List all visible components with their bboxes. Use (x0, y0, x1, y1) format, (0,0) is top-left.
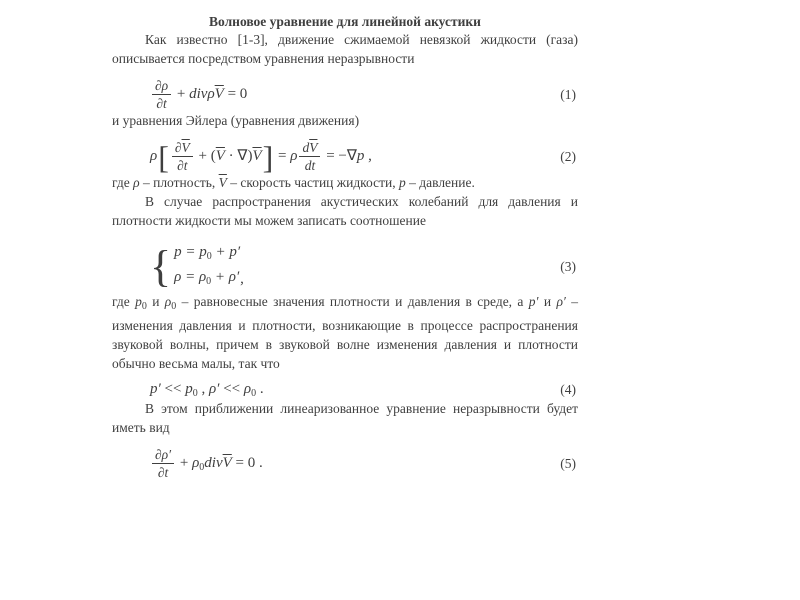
math-p-prime: p′ (528, 294, 539, 309)
fraction-denominator: ∂t (156, 96, 167, 111)
fraction-dV-dt (172, 140, 193, 173)
fraction-numerator: ∂ρ′ (152, 447, 174, 464)
math-V-bar: $\overline{V}$ (252, 147, 262, 164)
math-V-bar: $\overline{V}$ (309, 140, 318, 155)
text-segment: – давление. (405, 175, 475, 190)
subscript-zero: 0 (171, 301, 177, 312)
text-segment: и (146, 294, 165, 309)
plus-paren: + ( (194, 147, 216, 164)
fraction-dV-dt-total (299, 140, 320, 173)
equals-zero: = 0 (223, 85, 248, 102)
system-line-density (174, 267, 240, 292)
math-rho: ρ (150, 147, 158, 164)
math-rho0: ρ (192, 454, 200, 471)
much-less-than: << (219, 381, 244, 397)
subscript-zero: 0 (206, 276, 212, 287)
plus-sign: + (173, 85, 190, 102)
paragraph-euler-intro: и уравнения Эйлера (уравнения движения) (112, 113, 360, 128)
text-segment: и (538, 294, 557, 309)
math-p0: p (135, 294, 142, 309)
equation-5-body (112, 447, 263, 480)
math-rho: ρ (133, 175, 140, 190)
div-operator: div (189, 85, 208, 102)
system-brace: { (150, 242, 172, 291)
fraction-denominator: dt (304, 158, 316, 173)
where-density-line (112, 173, 578, 192)
subscript-zero: 0 (141, 301, 147, 312)
fraction-numerator (172, 140, 193, 157)
d-sign: d (302, 140, 310, 155)
paragraph-equilibrium-where (112, 292, 578, 373)
equation-3-body (112, 242, 244, 292)
left-bracket: [ (158, 138, 169, 175)
equals-sign: = (274, 147, 291, 164)
math-V-bar: $\overline{V}$ (181, 140, 190, 155)
fraction-denominator: ∂t (177, 158, 188, 173)
text-segment: – скорость частиц жидкости, (226, 175, 400, 190)
page-title: Волновое уравнение для линейной акустики (209, 14, 481, 29)
comma-separator: , (197, 381, 209, 397)
equation-4 (112, 381, 578, 399)
equals-minus-nabla: = −∇ (322, 147, 357, 164)
div-operator: div (204, 454, 223, 471)
trailing-period: . (256, 381, 264, 397)
trailing-comma: , (364, 147, 372, 164)
equation-5 (112, 447, 578, 480)
math-V-bar: $\overline{V}$ (214, 85, 224, 102)
equation-4-body (112, 381, 264, 399)
text-segment: – плотность, (139, 175, 219, 190)
math-p-prime: + p′ (211, 244, 241, 260)
text-segment: где (112, 294, 136, 309)
math-V-bar: $\overline{V}$ (222, 454, 232, 471)
math-rho-prime: ρ′ (556, 294, 566, 309)
trailing-comma: , (240, 271, 244, 288)
math-rho: ρ (207, 85, 215, 102)
subscript-zero: 0 (192, 388, 198, 399)
math-rho-prime: ρ′ (208, 381, 220, 397)
equation-1-number: (1) (560, 86, 576, 102)
equation-2-body (112, 140, 372, 173)
equals-zero: = 0 . (231, 454, 263, 471)
text-segment: где (112, 175, 134, 190)
equation-1 (112, 78, 578, 111)
paragraph-acoustic-case: В случае распространения акустических колебаний для давления и плотности жидкости мы можем записать соотношение (112, 194, 578, 228)
math-p0: p (185, 381, 193, 397)
subscript-zero: 0 (199, 461, 205, 473)
math-p: p (399, 175, 406, 190)
equation-5-number: (5) (560, 455, 576, 471)
math-V-bar: $\overline{V}$ (218, 175, 227, 190)
text-segment: – изменения давления и плотности, возникающие в процессе распространения звуковой волны, причем в звуковой волне изменения давления и плотности обычно весьма малы, так что (112, 294, 578, 371)
math-V-bar: $\overline{V}$ (215, 147, 225, 164)
subscript-zero: 0 (251, 388, 257, 399)
equation-3 (112, 242, 578, 292)
right-bracket: ] (262, 138, 274, 175)
math-rho0: ρ (164, 294, 172, 309)
math-rho0: ρ (243, 381, 252, 397)
equation-1-body (112, 78, 247, 111)
equation-4-number: (4) (560, 382, 576, 397)
dot-nabla: · ∇ (224, 147, 248, 164)
partial-sign: ∂ (174, 140, 182, 155)
fraction-drho-dt (152, 78, 171, 111)
fraction-denominator: ∂t (157, 465, 169, 480)
fraction-drho-prime-dt (152, 447, 174, 480)
equation-2 (112, 140, 578, 173)
math-p-prime: p′ (150, 381, 161, 397)
subscript-zero: 0 (206, 251, 212, 262)
math-p-eq: p = p (174, 244, 207, 260)
document-body (112, 14, 578, 480)
paragraph-intro: Как известно [1-3], движение сжимаемой невязкой жидкости (газа) описывается посредством уравнения неразрывности (112, 32, 578, 66)
math-rho-eq: ρ = ρ (174, 269, 207, 285)
system-line-pressure (174, 242, 240, 267)
text-segment: – равновесные значения плотности и давления в среде, а (176, 294, 529, 309)
equation-3-number: (3) (560, 259, 576, 274)
right-paren: ) (247, 147, 253, 164)
fraction-numerator: ∂ρ (152, 78, 171, 95)
system-lines (174, 242, 240, 292)
math-rho-prime: + ρ′ (211, 269, 240, 285)
math-p: p (356, 147, 365, 164)
math-rho: ρ (290, 147, 298, 164)
paragraph-linearized-intro: В этом приближении линеаризованное уравнение неразрывности будет иметь вид (112, 401, 578, 435)
equation-2-number: (2) (560, 148, 576, 164)
much-less-than: << (160, 381, 186, 397)
fraction-numerator (299, 140, 320, 157)
plus-sign: + (176, 454, 193, 471)
